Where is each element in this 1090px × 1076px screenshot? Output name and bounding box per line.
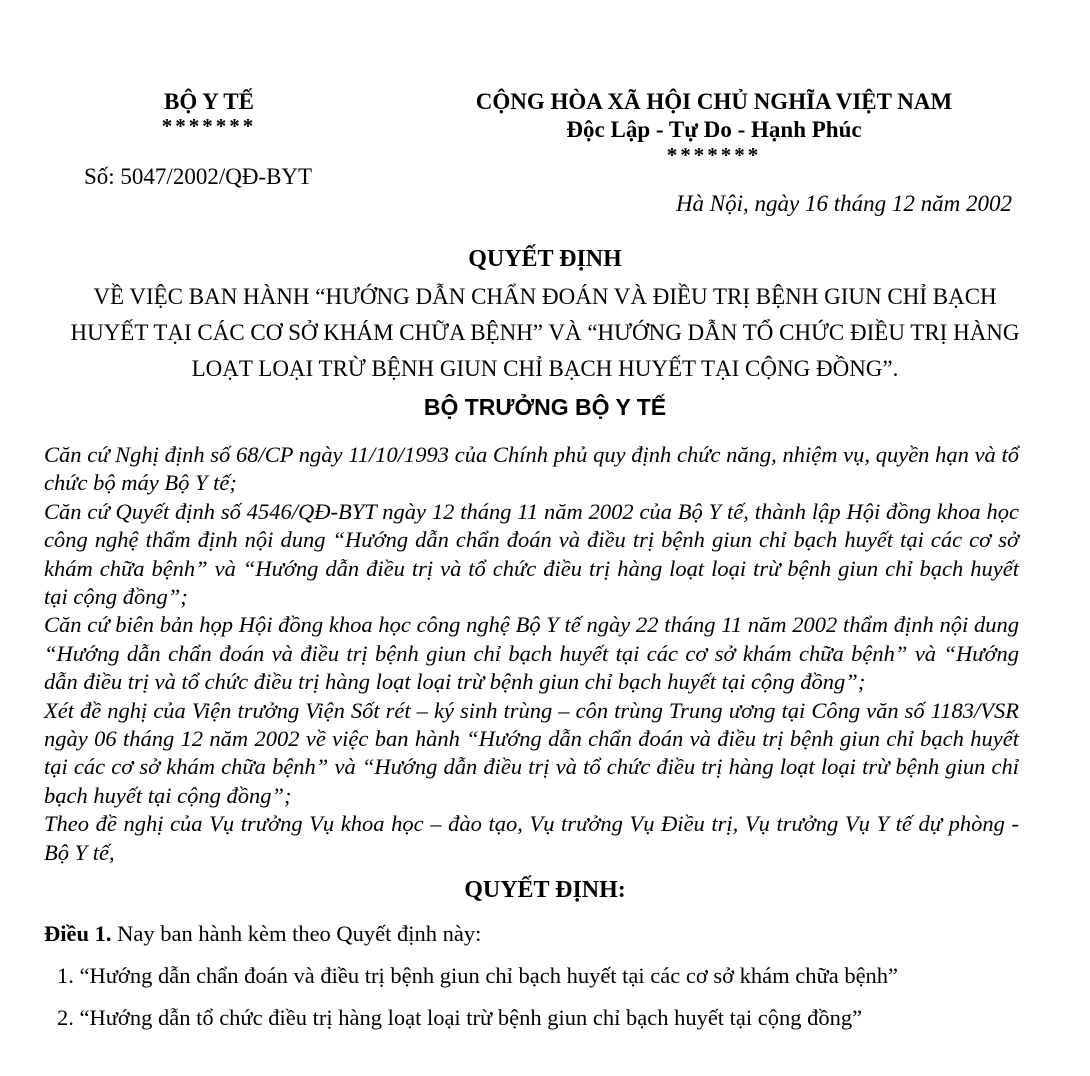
national-header-block [416, 88, 1012, 217]
decision-title: QUYẾT ĐỊNH [468, 246, 622, 272]
document-number: Số: 5047/2002/QĐ-BYT [84, 164, 313, 189]
preamble-paragraph: Xét đề nghị của Viện trưởng Viện Sốt rét – ký sinh trùng – côn trùng Trung ương tại Công văn số 1183/VSR ngày 06 tháng 12 năm 2002 về việc ban hành “Hướng dẫn chẩn đoán và điều trị bệnh giun chỉ bạch huyết tại các cơ sở khám chữa bệnh” và “Hướng dẫn điều trị và tổ chức điều trị hàng loạt loại trừ bệnh giun chỉ bạch huyết tại cộng đồng”; [44, 697, 1019, 808]
article-1-label: Điều 1. [44, 921, 112, 947]
list-item-text: “Hướng dẫn chẩn đoán và điều trị bệnh giun chỉ bạch huyết tại các cơ sở khám chữa bệnh” [73, 963, 899, 989]
document-header [0, 0, 1090, 217]
list-item-text: “Hướng dẫn tổ chức điều trị hàng loạt loại trừ bệnh giun chỉ bạch huyết tại cộng đồng” [73, 1005, 863, 1031]
decision-subject: VỀ VIỆC BAN HÀNH “HƯỚNG DẪN CHẨN ĐOÁN VÀ ĐIỀU TRỊ BỆNH GIUN CHỈ BẠCH HUYẾT TẠI CÁC CƠ SỞ KHÁM CHỮA BỆNH” VÀ “HƯỚNG DẪN TỔ CHỨC ĐIỀU TRỊ HÀNG LOẠT LOẠI TRỪ BỆNH GIUN CHỈ BẠCH HUYẾT TẠI CỘNG ĐỒNG”. [70, 284, 1020, 381]
decides-heading: QUYẾT ĐỊNH: [464, 877, 626, 904]
list-item [57, 1003, 1019, 1033]
list-item-number: 1. [57, 963, 74, 989]
issuing-org-block [84, 88, 334, 217]
motto-divider-stars: ******* [666, 143, 762, 167]
article-1 [44, 919, 1019, 949]
issuer-title: BỘ TRƯỞNG BỘ Y TẾ [423, 394, 667, 420]
preamble-paragraph: Căn cứ biên bản họp Hội đồng khoa học công nghệ Bộ Y tế ngày 22 tháng 11 năm 2002 thẩm định nội dung “Hướng dẫn chẩn đoán và điều trị bệnh giun chỉ bạch huyết tại các cơ sở khám chữa bệnh” và “Hướng dẫn điều trị và tổ chức điều trị hàng loạt loại trừ bệnh giun chỉ bạch huyết tại cộng đồng”; [44, 612, 1019, 695]
preamble-paragraph: Căn cứ Nghị định số 68/CP ngày 11/10/1993 của Chính phủ quy định chức năng, nhiệm vụ, quyền hạn và tổ chức bộ máy Bộ Y tế; [44, 442, 1019, 496]
list-item [57, 961, 1019, 991]
place-and-date: Hà Nội, ngày 16 tháng 12 năm 2002 [675, 191, 1012, 216]
national-motto: Độc Lập - Tự Do - Hạnh Phúc [566, 117, 862, 142]
country-name: CỘNG HÒA XÃ HỘI CHỦ NGHĨA VIỆT NAM [475, 89, 953, 114]
preamble-paragraph: Theo đề nghị của Vụ trưởng Vụ khoa học – đào tạo, Vụ trưởng Vụ Điều trị, Vụ trưởng Vụ Y tế dự phòng - Bộ Y tế, [44, 811, 1019, 865]
org-name: BỘ Y TẾ [164, 89, 254, 114]
article-1-text: Nay ban hành kèm theo Quyết định này: [111, 921, 482, 947]
org-divider-stars: ******* [161, 114, 257, 138]
preamble-paragraph: Căn cứ Quyết định số 4546/QĐ-BYT ngày 12 tháng 11 năm 2002 của Bộ Y tế, thành lập Hội đồng khoa học công nghệ thẩm định nội dung “Hướng dẫn chẩn đoán và điều trị bệnh giun chỉ bạch huyết tại các cơ sở khám chữa bệnh” và “Hướng dẫn điều trị và tổ chức điều trị hàng loạt loại trừ bệnh giun chỉ bạch huyết tại cộng đồng”; [44, 498, 1019, 610]
preamble-section [44, 441, 1019, 867]
list-item-number: 2. [57, 1005, 74, 1031]
